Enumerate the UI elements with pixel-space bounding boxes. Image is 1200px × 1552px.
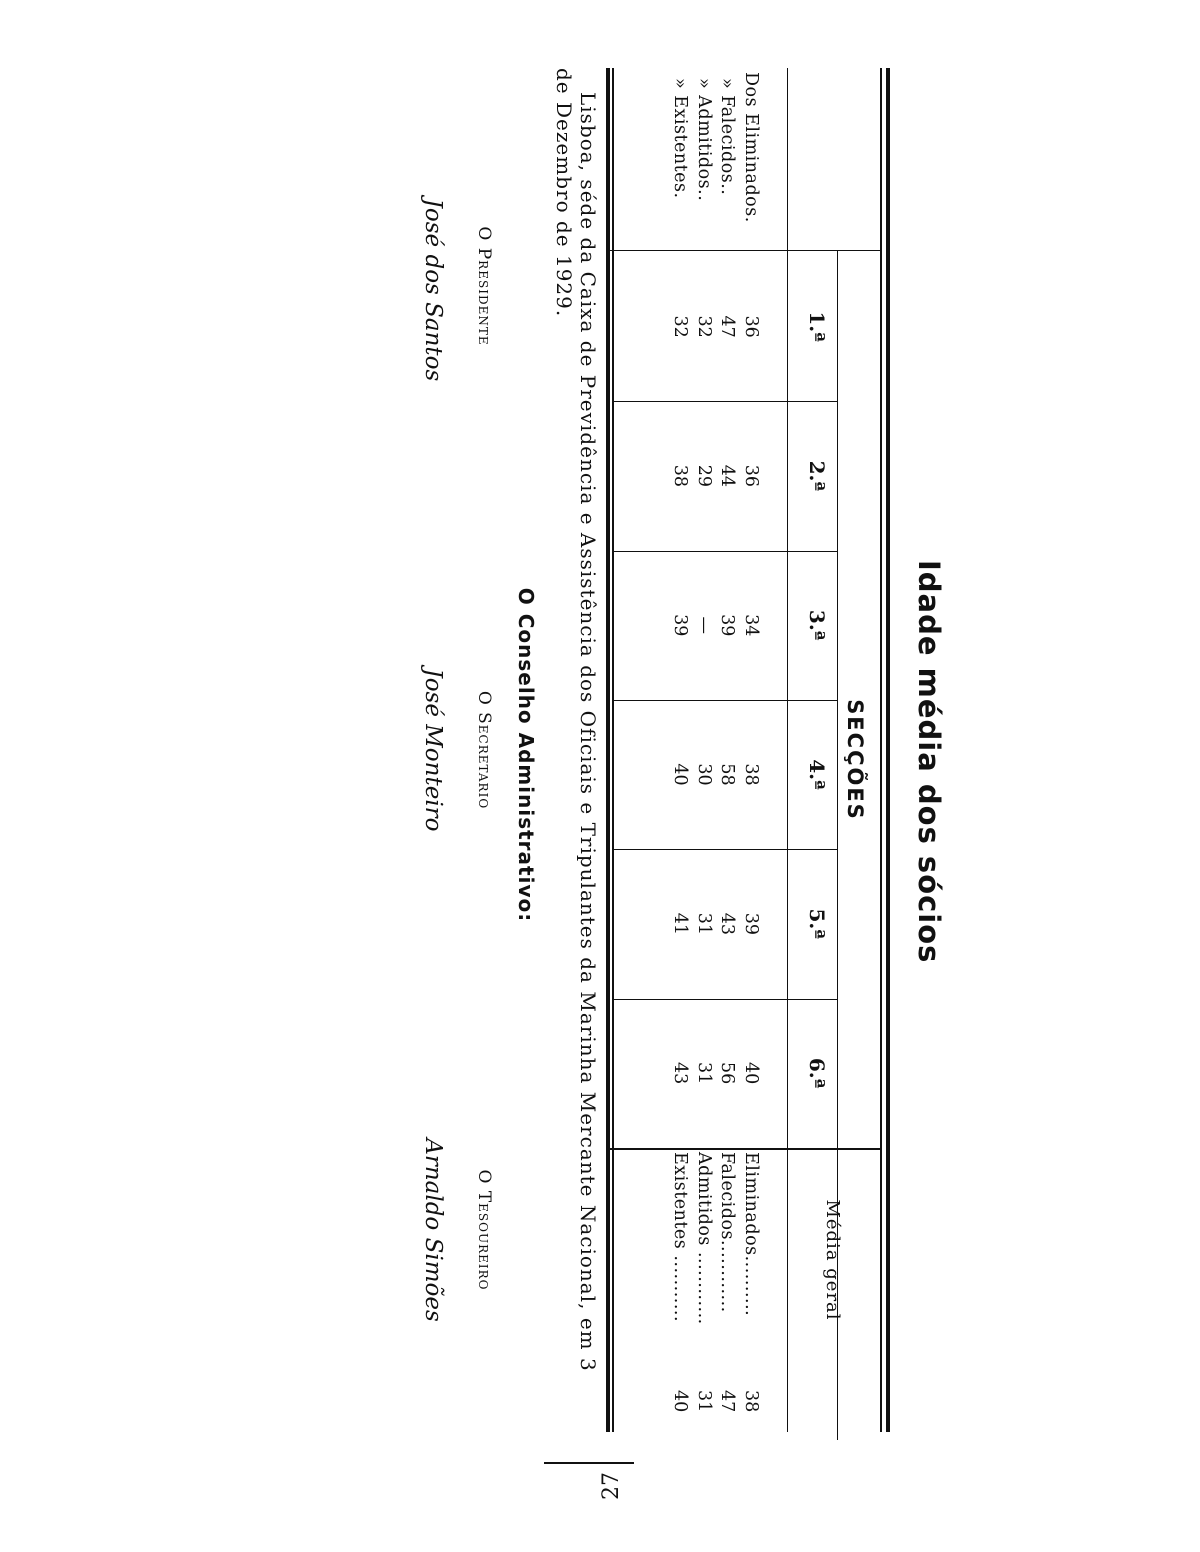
- table-cell: 39: [717, 614, 738, 637]
- section-header-5: 5.ª: [805, 908, 829, 940]
- secoes-header: SECÇÕES: [843, 699, 867, 821]
- table-cell: 31: [694, 1062, 714, 1085]
- table-cell: 31: [694, 912, 714, 935]
- page-title: Idade média dos sócios: [912, 560, 946, 964]
- summary-values: [668, 1390, 762, 1412]
- footer-line-1: Lisboa, séde da Caixa de Previdência e Assistência dos Oficiais e Tripulantes da Marinha Mercante Nacional, em 3: [576, 92, 600, 1372]
- table-cell: 47: [717, 315, 738, 338]
- summary-labels: [668, 1152, 762, 1325]
- president-signature: José dos Santos: [420, 198, 446, 382]
- table-cell: 40: [741, 1062, 761, 1085]
- section-header-2: 2.ª: [805, 460, 829, 492]
- secretary-signature: José Monteiro: [420, 668, 446, 832]
- section-header-1: 1.ª: [805, 311, 829, 342]
- row-labels: [668, 72, 762, 223]
- table-cell: 39: [741, 912, 761, 935]
- table-cell: 43: [670, 1062, 691, 1085]
- header-separator-rule: [787, 68, 788, 1432]
- section-column-6: [668, 999, 762, 1148]
- table-cell: 32: [670, 315, 691, 338]
- table-cell: 44: [717, 464, 738, 488]
- section-header-3: 3.ª: [805, 609, 829, 641]
- president-role: O Presidente: [474, 226, 494, 346]
- table-top-rule-thin: [881, 68, 883, 1432]
- table-cell: 29: [694, 464, 714, 488]
- table-cell: 56: [717, 1062, 738, 1085]
- footer-line-2: de Dezembro de 1929.: [552, 68, 576, 318]
- secretary-role: O Secretario: [474, 690, 494, 810]
- table-cell: 34: [741, 614, 761, 637]
- row-label-eliminados: Dos Eliminados.: [741, 72, 761, 223]
- table-cell: 36: [741, 315, 761, 338]
- page-number-rule: [544, 1462, 634, 1464]
- section-column-1: [668, 252, 762, 401]
- table-cell: 32: [694, 315, 714, 338]
- col-divider-summary: [607, 1148, 882, 1150]
- summary-label-eliminados: Eliminados..........: [741, 1152, 761, 1317]
- table-cell: 43: [717, 912, 738, 935]
- table-bottom-rule-thick: [606, 68, 610, 1432]
- table-cell: 40: [670, 763, 691, 786]
- section-header-6: 6.ª: [805, 1057, 829, 1089]
- table-cell: 41: [670, 912, 691, 935]
- table-top-rule: [886, 68, 890, 1432]
- summary-label-falecidos: Falecidos............: [717, 1152, 738, 1313]
- section-header-4: 4.ª: [805, 759, 829, 790]
- row-label-falecidos: » Falecidos..: [717, 78, 738, 196]
- table-cell: 38: [670, 464, 691, 488]
- summary-value-eliminados: 38: [741, 1390, 761, 1413]
- section-column-4: [668, 700, 762, 849]
- table-cell: 30: [694, 763, 714, 786]
- council-heading: O Conselho Administrativo:: [514, 587, 538, 923]
- table-cell: 39: [670, 614, 691, 637]
- summary-value-falecidos: 47: [717, 1390, 738, 1413]
- section-column-2: [668, 401, 762, 550]
- row-label-admitidos: » Admitidos..: [694, 78, 714, 202]
- table-cell: 36: [741, 464, 761, 488]
- row-label-existentes: » Existentes.: [670, 78, 691, 199]
- media-geral-header: Média geral: [822, 1199, 843, 1321]
- treasurer-signature: Arnaldo Simões: [420, 1138, 446, 1322]
- table-bottom-rule: [613, 68, 615, 1432]
- section-column-5: [668, 849, 762, 998]
- summary-value-existentes: 40: [670, 1390, 691, 1413]
- table-cell: —: [694, 616, 714, 634]
- col-divider-label: [607, 250, 882, 251]
- table-cell: 38: [741, 763, 761, 786]
- summary-value-admitidos: 31: [694, 1390, 714, 1413]
- page-number: 27: [599, 1472, 624, 1500]
- section-column-3: [668, 551, 762, 700]
- summary-label-existentes: Existentes ...........: [670, 1152, 691, 1323]
- summary-label-admitidos: Admitidos ............: [694, 1152, 714, 1325]
- table-cell: 58: [717, 763, 738, 786]
- treasurer-role: O Tesoureiro: [474, 1169, 494, 1291]
